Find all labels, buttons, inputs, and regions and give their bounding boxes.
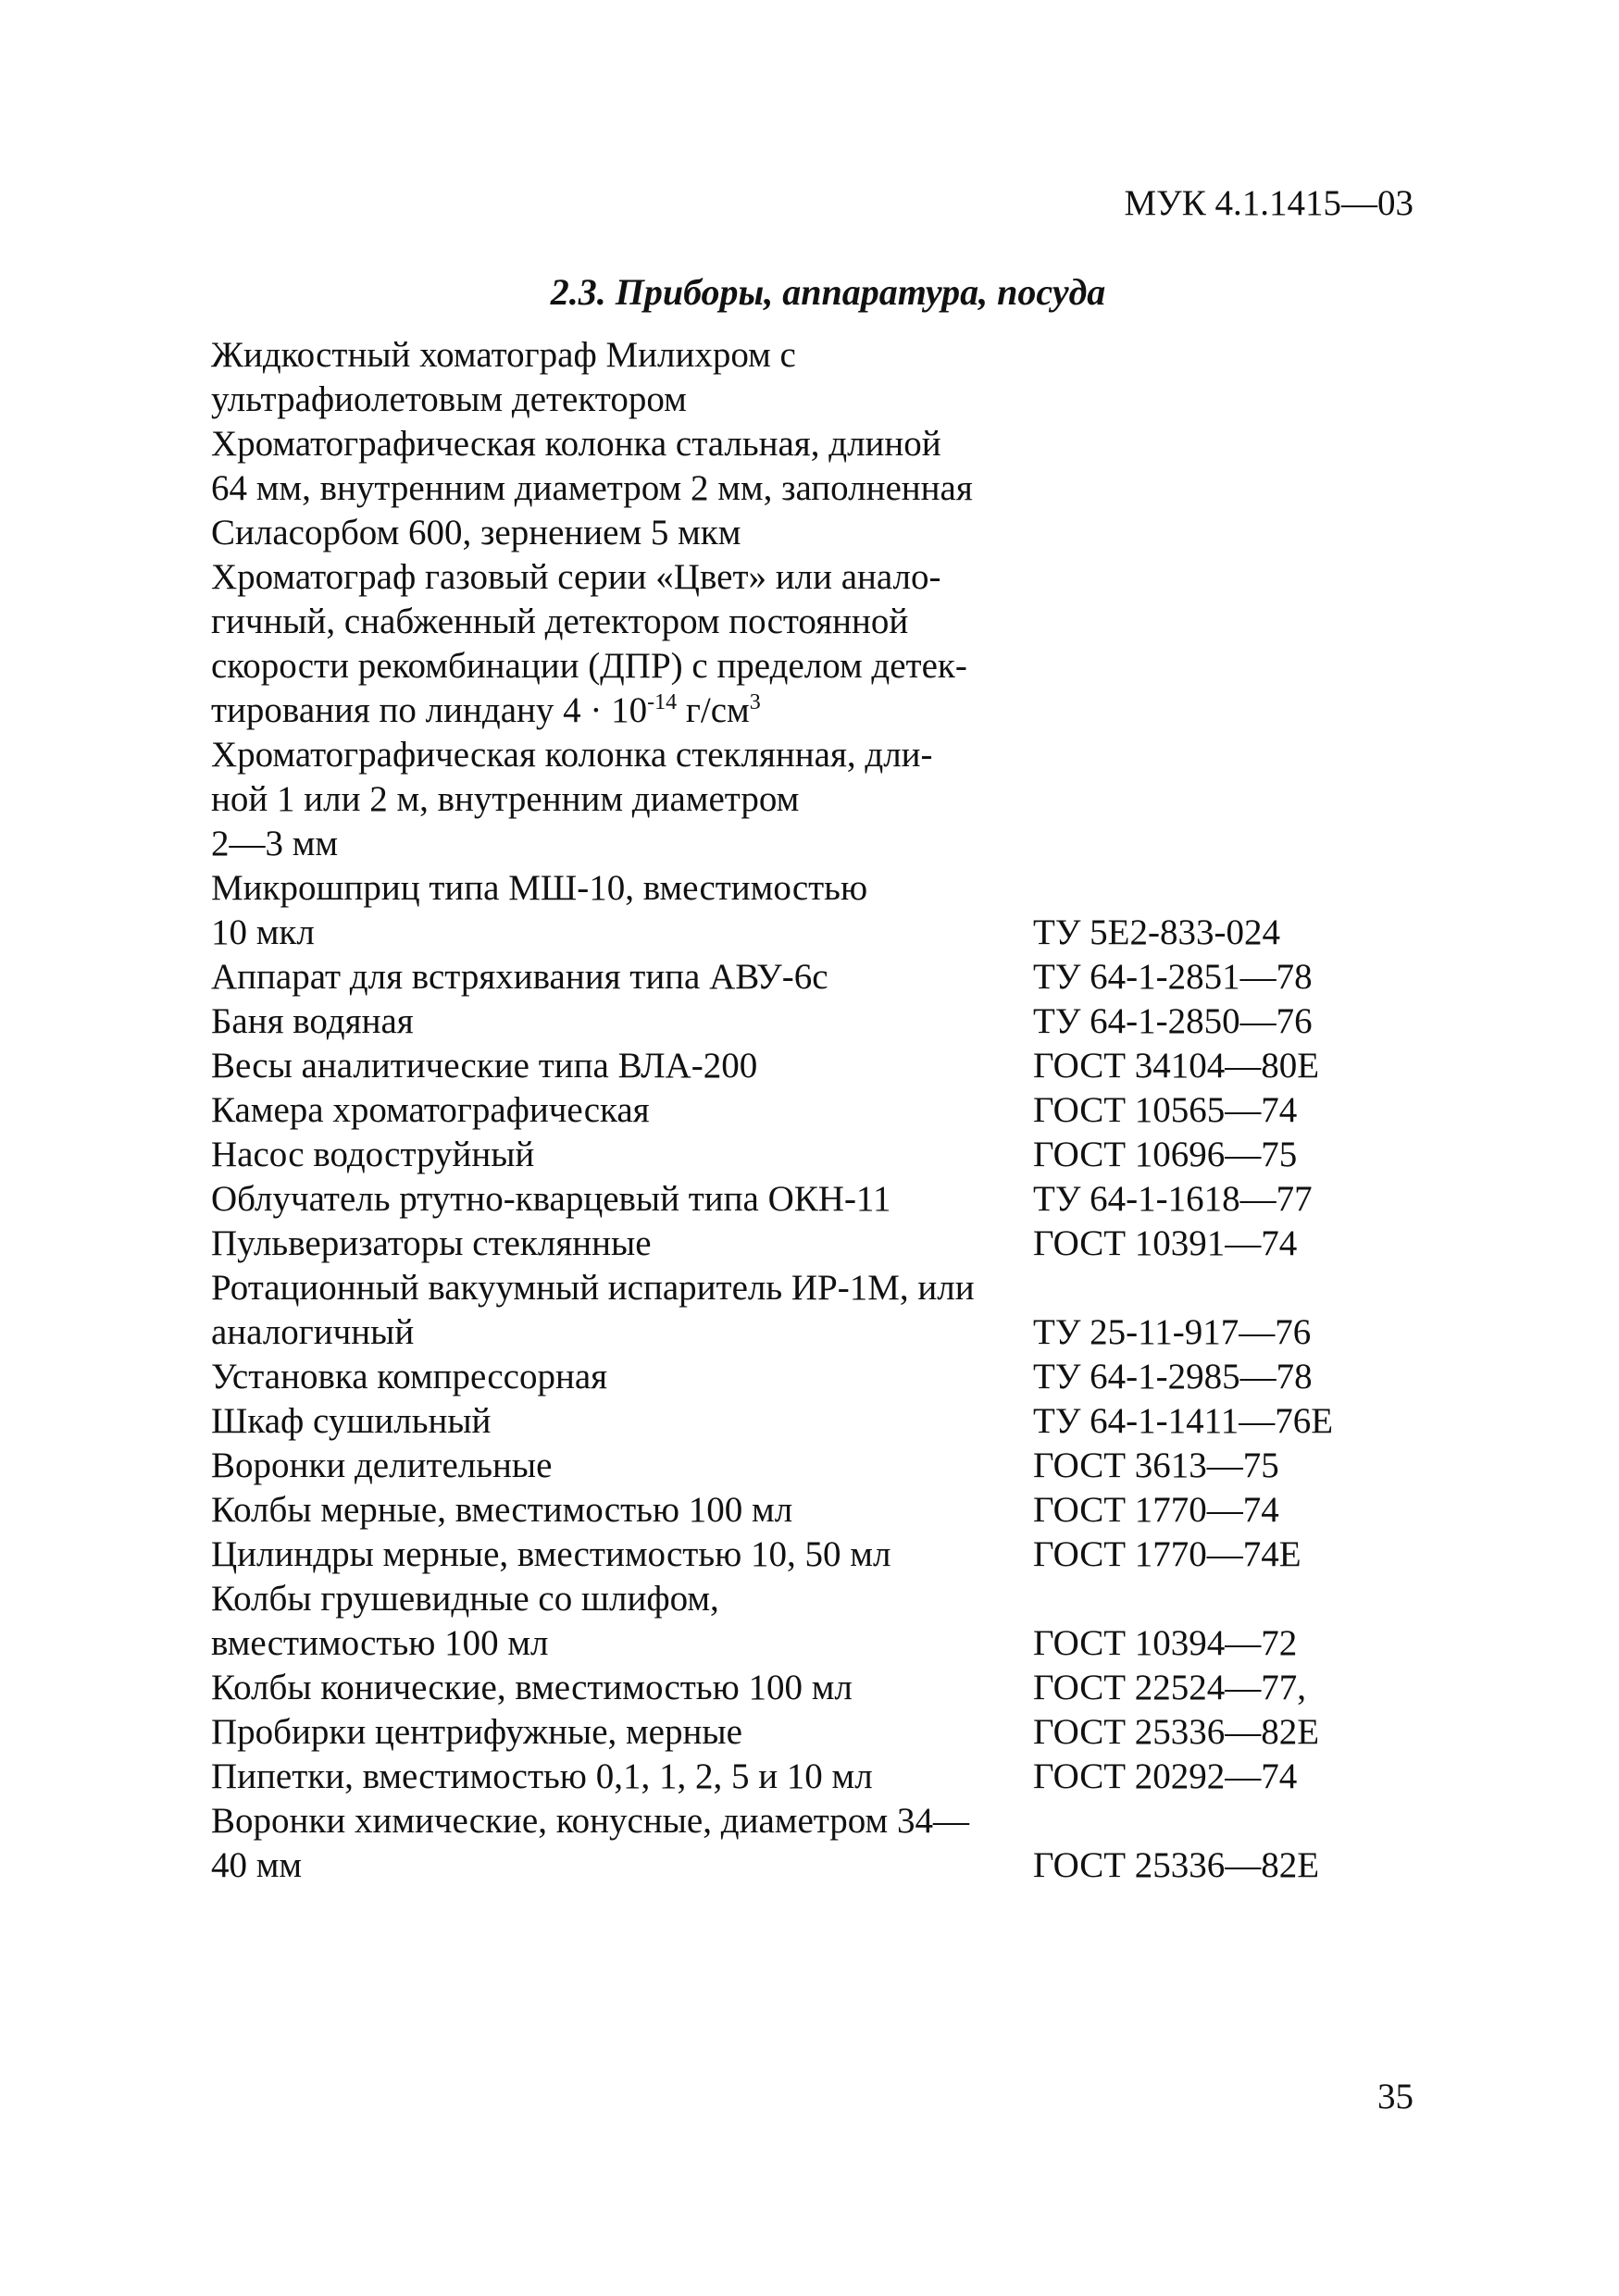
item-name: Микрошприц типа МШ-10, вместимостью 10 мкл bbox=[211, 868, 868, 952]
item-standard: ГОСТ 3613—75 bbox=[1033, 1446, 1279, 1485]
item-standard: ТУ 5Е2-833-024 bbox=[1033, 912, 1280, 952]
item-standard: ГОСТ 34104—80Е bbox=[1033, 1046, 1320, 1086]
list-item bbox=[211, 1044, 1414, 1088]
item-standard: ГОСТ 22524—77, bbox=[1033, 1668, 1307, 1707]
list-item bbox=[211, 1488, 1414, 1533]
detection-exponent: -14 bbox=[647, 690, 678, 714]
list-item bbox=[211, 1444, 1414, 1488]
list-item bbox=[211, 1666, 1414, 1710]
list-item bbox=[211, 1177, 1414, 1222]
list-item bbox=[211, 1533, 1414, 1577]
item-standard: ГОСТ 25336—82Е bbox=[1033, 1845, 1320, 1885]
item-standard: ГОСТ 1770—74 bbox=[1033, 1490, 1279, 1530]
item-standard: ГОСТ 10696—75 bbox=[1033, 1135, 1298, 1174]
equipment-list bbox=[211, 333, 1414, 1888]
item-standard: ТУ 64-1-2985—78 bbox=[1033, 1357, 1313, 1396]
item-name: Установка компрессорная bbox=[211, 1357, 608, 1396]
item-name: Колбы конические, вместимостью 100 мл bbox=[211, 1668, 853, 1707]
item-standard: ТУ 64-1-1411—76Е bbox=[1033, 1401, 1334, 1441]
list-item bbox=[211, 1088, 1414, 1133]
item-name: Камера хроматографическая bbox=[211, 1090, 650, 1130]
list-item bbox=[211, 422, 1414, 555]
item-standard: ГОСТ 10565—74 bbox=[1033, 1090, 1298, 1130]
item-name: Пипетки, вместимостью 0,1, 1, 2, 5 и 10 мл bbox=[211, 1756, 873, 1796]
item-name: Облучатель ртутно-кварцевый типа ОКН-11 bbox=[211, 1179, 891, 1219]
item-name: Пульверизаторы стеклянные bbox=[211, 1223, 652, 1263]
list-item bbox=[211, 1399, 1414, 1444]
item-name: Хроматограф газовый серии «Цвет» или анало- гичный, снабженный детектором постоянной скорости рекомбинации (ДПР) с пределом детек- bbox=[211, 557, 967, 686]
list-item bbox=[211, 1577, 1414, 1666]
item-name: Жидкостный хоматограф Милихром с ультрафиолетовым детектором bbox=[211, 335, 796, 419]
list-item bbox=[211, 1799, 1414, 1888]
item-name: Хроматографическая колонка стальная, длиной 64 мм, внутренним диаметром 2 мм, заполненная Силасорбом 600, зернением 5 мкм bbox=[211, 424, 973, 552]
detection-unit-exponent: 3 bbox=[749, 690, 761, 714]
item-name: Ротационный вакуумный испаритель ИР-1М, или аналогичный bbox=[211, 1268, 975, 1352]
document-code: МУК 4.1.1415—03 bbox=[1124, 183, 1414, 223]
item-name: Воронки делительные bbox=[211, 1446, 553, 1485]
list-item bbox=[211, 955, 1414, 999]
page-number: 35 bbox=[1377, 2077, 1414, 2116]
list-item bbox=[211, 866, 1414, 955]
section-title: 2.3. Приборы, аппаратура, посуда bbox=[550, 271, 1106, 313]
list-item bbox=[211, 1355, 1414, 1399]
list-item bbox=[211, 999, 1414, 1044]
item-standard: ТУ 64-1-1618—77 bbox=[1033, 1179, 1313, 1219]
list-item bbox=[211, 555, 1414, 689]
item-name: Цилиндры мерные, вместимостью 10, 50 мл bbox=[211, 1534, 891, 1574]
item-name: Колбы мерные, вместимостью 100 мл bbox=[211, 1490, 793, 1530]
item-standard: ГОСТ 10391—74 bbox=[1033, 1223, 1298, 1263]
item-standard: ТУ 25-11-917—76 bbox=[1033, 1312, 1312, 1352]
item-standard: ГОСТ 1770—74Е bbox=[1033, 1534, 1301, 1574]
item-name: Хроматографическая колонка стеклянная, дли- ной 1 или 2 м, внутренним диаметром 2—3 мм bbox=[211, 735, 933, 863]
list-item bbox=[211, 333, 1414, 422]
item-name: Аппарат для встряхивания типа АВУ-6с bbox=[211, 957, 828, 997]
detection-prefix: тирования по линдану 4 · 10 bbox=[211, 690, 648, 730]
list-item bbox=[211, 1266, 1414, 1355]
item-standard: ТУ 64-1-2850—76 bbox=[1033, 1001, 1313, 1041]
list-item bbox=[211, 1222, 1414, 1266]
list-item bbox=[211, 733, 1414, 866]
item-standard: ГОСТ 25336—82Е bbox=[1033, 1712, 1320, 1752]
item-standard: ГОСТ 10394—72 bbox=[1033, 1623, 1298, 1663]
item-standard: ТУ 64-1-2851—78 bbox=[1033, 957, 1313, 997]
item-name: Воронки химические, конусные, диаметром 34— 40 мм bbox=[211, 1801, 969, 1885]
item-name: Баня водяная bbox=[211, 1001, 414, 1041]
list-item bbox=[211, 1133, 1414, 1177]
list-item bbox=[211, 1755, 1414, 1799]
item-name: Шкаф сушильный bbox=[211, 1401, 492, 1441]
item-name: Колбы грушевидные со шлифом, вместимостью 100 мл bbox=[211, 1579, 719, 1663]
item-standard: ГОСТ 20292—74 bbox=[1033, 1756, 1298, 1796]
item-name: Весы аналитические типа ВЛА-200 bbox=[211, 1046, 758, 1086]
detection-limit-line bbox=[211, 689, 1414, 733]
item-name: Насос водоструйный bbox=[211, 1135, 535, 1174]
detection-unit: г/см bbox=[677, 690, 750, 730]
item-name: Пробирки центрифужные, мерные bbox=[211, 1712, 742, 1752]
list-item bbox=[211, 1710, 1414, 1755]
